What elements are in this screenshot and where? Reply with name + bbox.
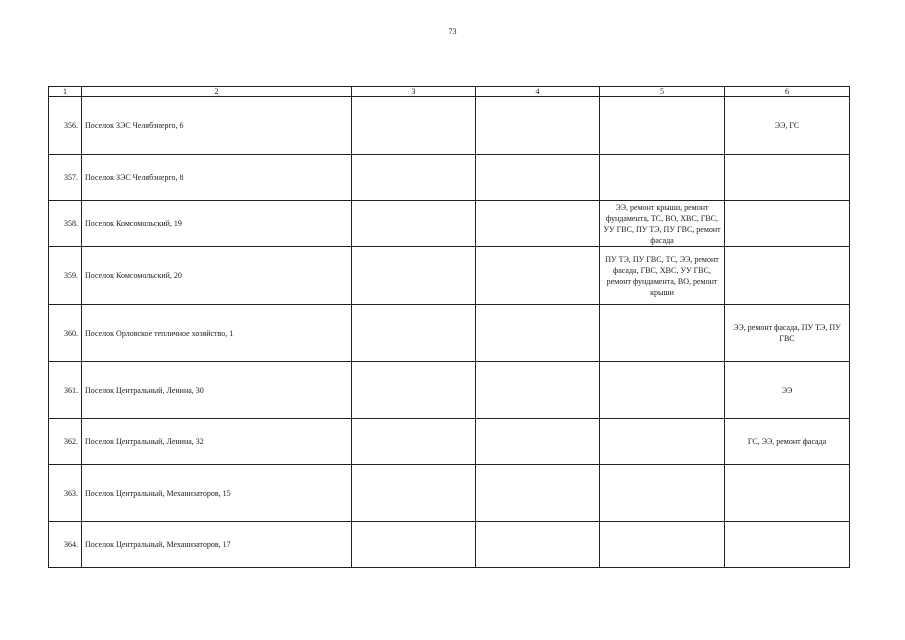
col3-cell (352, 155, 476, 201)
table-row (49, 201, 850, 247)
table-row (49, 247, 850, 305)
col5-cell: ЭЭ, ремонт крыши, ремонт фундамента, ТС, ВО, ХВС, ГВС, УУ ГВС, ПУ ТЭ, ПУ ГВС, ремонт фасада (600, 201, 725, 247)
col5-cell (600, 362, 725, 419)
column-header-4: 4 (476, 87, 600, 97)
address-cell: Поселок ЗЭС Челябэнерго, 8 (82, 155, 352, 201)
table-row (49, 465, 850, 522)
col6-cell (725, 247, 850, 305)
table-row (49, 522, 850, 568)
row-number: 362. (49, 419, 82, 465)
col5-cell (600, 97, 725, 155)
column-header-6: 6 (725, 87, 850, 97)
col3-cell (352, 362, 476, 419)
col4-cell (476, 522, 600, 568)
col6-cell: ЭЭ, ГС (725, 97, 850, 155)
address-cell: Поселок Орловское тепличное хозяйство, 1 (82, 305, 352, 362)
column-header-2: 2 (82, 87, 352, 97)
address-cell: Поселок Центральный, Ленина, 32 (82, 419, 352, 465)
column-header-5: 5 (600, 87, 725, 97)
page-number: 73 (448, 27, 457, 36)
col3-cell (352, 97, 476, 155)
col5-cell: ПУ ТЭ, ПУ ГВС, ТС, ЭЭ, ремонт фасада, ГВС, ХВС, УУ ГВС, ремонт фундамента, ВО, ремонт крыши (600, 247, 725, 305)
table-row (49, 97, 850, 155)
table-row (49, 155, 850, 201)
address-cell: Поселок Комсомольский, 20 (82, 247, 352, 305)
col3-cell (352, 201, 476, 247)
register-table (48, 86, 850, 568)
col5-cell (600, 522, 725, 568)
row-number: 359. (49, 247, 82, 305)
col3-cell (352, 465, 476, 522)
col6-cell (725, 465, 850, 522)
row-number: 363. (49, 465, 82, 522)
address-cell: Поселок ЗЭС Челябэнерго, 6 (82, 97, 352, 155)
column-header-1: 1 (49, 87, 82, 97)
col5-cell (600, 155, 725, 201)
col6-cell: ГС, ЭЭ, ремонт фасада (725, 419, 850, 465)
address-cell: Поселок Центральный, Механизаторов, 17 (82, 522, 352, 568)
table-row (49, 305, 850, 362)
col4-cell (476, 155, 600, 201)
col4-cell (476, 201, 600, 247)
col3-cell (352, 247, 476, 305)
row-number: 358. (49, 201, 82, 247)
col4-cell (476, 465, 600, 522)
address-cell: Поселок Центральный, Механизаторов, 15 (82, 465, 352, 522)
column-header-3: 3 (352, 87, 476, 97)
col3-cell (352, 522, 476, 568)
column-number-row (49, 87, 850, 97)
col4-cell (476, 97, 600, 155)
col4-cell (476, 247, 600, 305)
col6-cell: ЭЭ, ремонт фасада, ПУ ТЭ, ПУ ГВС (725, 305, 850, 362)
col6-cell (725, 201, 850, 247)
col5-cell (600, 305, 725, 362)
address-cell: Поселок Центральный, Ленина, 30 (82, 362, 352, 419)
col6-cell: ЭЭ (725, 362, 850, 419)
col3-cell (352, 305, 476, 362)
col3-cell (352, 419, 476, 465)
table-row (49, 362, 850, 419)
address-cell: Поселок Комсомольский, 19 (82, 201, 352, 247)
col4-cell (476, 362, 600, 419)
col5-cell (600, 465, 725, 522)
col4-cell (476, 419, 600, 465)
row-number: 357. (49, 155, 82, 201)
row-number: 360. (49, 305, 82, 362)
col6-cell (725, 155, 850, 201)
col6-cell (725, 522, 850, 568)
table-row (49, 419, 850, 465)
row-number: 356. (49, 97, 82, 155)
col4-cell (476, 305, 600, 362)
col5-cell (600, 419, 725, 465)
row-number: 364. (49, 522, 82, 568)
row-number: 361. (49, 362, 82, 419)
